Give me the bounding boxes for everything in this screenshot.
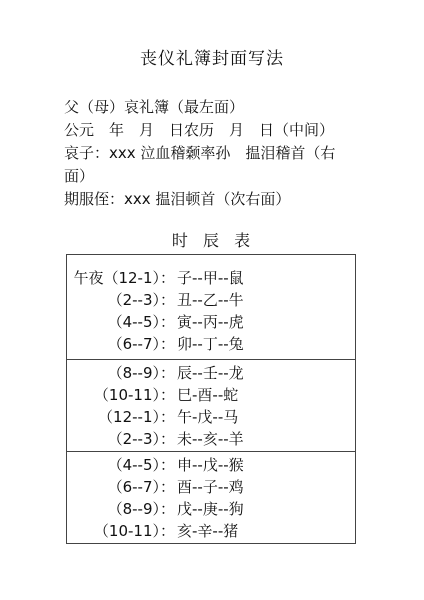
branch-stem-zodiac: 未--亥--羊 xyxy=(177,430,244,448)
time-range: （2--3）： xyxy=(107,430,175,448)
table-row xyxy=(67,476,355,498)
time-range: （8--9）： xyxy=(107,364,175,382)
table-row xyxy=(67,384,355,406)
instruction-line-middle: 公元 年 月 日农历 月 日（中间） xyxy=(64,121,335,139)
branch-stem-zodiac: 寅--丙--虎 xyxy=(177,313,244,331)
table-group-1 xyxy=(67,255,355,360)
instruction-line-right: 哀子：xxx 泣血稽颡率孙 揾泪稽首（右 xyxy=(64,144,336,162)
branch-stem-zodiac: 卯--丁--兔 xyxy=(177,335,244,353)
table-row xyxy=(67,289,355,311)
time-range: （8--9）： xyxy=(107,500,175,518)
table-row xyxy=(67,362,355,384)
branch-stem-zodiac: 巳-酉--蛇 xyxy=(177,386,239,404)
branch-stem-zodiac: 亥-辛--猪 xyxy=(177,522,239,540)
cover-instructions xyxy=(64,96,384,211)
time-range: （4--5）： xyxy=(107,313,175,331)
time-range: 午夜（12-1）： xyxy=(73,269,175,287)
time-table xyxy=(66,254,356,544)
time-range: （10-11）： xyxy=(93,522,175,540)
time-range: （12--1）： xyxy=(98,408,175,426)
branch-stem-zodiac: 丑--乙--牛 xyxy=(177,291,244,309)
time-range: （6--7）： xyxy=(107,335,175,353)
branch-stem-zodiac: 申--戊--猴 xyxy=(177,456,244,474)
branch-stem-zodiac: 戊--庚--狗 xyxy=(177,500,244,518)
branch-stem-zodiac: 午-戊--马 xyxy=(177,408,239,426)
page-title: 丧仪礼簿封面写法 xyxy=(140,49,284,69)
table-group-2 xyxy=(67,360,355,452)
table-row xyxy=(67,333,355,355)
table-title: 时 辰 表 xyxy=(171,231,253,250)
time-range: （4--5）： xyxy=(107,456,175,474)
table-row xyxy=(67,428,355,450)
instruction-line-second-right: 期服侄：xxx 揾泪顿首（次右面） xyxy=(64,190,291,208)
instruction-line-right-continued: 面） xyxy=(64,167,95,185)
table-group-3 xyxy=(67,452,355,543)
branch-stem-zodiac: 酉--子--鸡 xyxy=(177,478,244,496)
table-row xyxy=(67,520,355,542)
time-range: （6--7）： xyxy=(107,478,175,496)
branch-stem-zodiac: 辰--壬--龙 xyxy=(177,364,244,382)
table-row xyxy=(67,406,355,428)
table-row xyxy=(67,311,355,333)
table-row xyxy=(67,454,355,476)
table-row xyxy=(67,267,355,289)
time-range: （10-11）： xyxy=(93,386,175,404)
time-range: （2--3）： xyxy=(107,291,175,309)
table-row xyxy=(67,498,355,520)
instruction-line-left: 父（母）哀礼簿（最左面） xyxy=(64,98,245,116)
branch-stem-zodiac: 子--甲--鼠 xyxy=(177,269,244,287)
